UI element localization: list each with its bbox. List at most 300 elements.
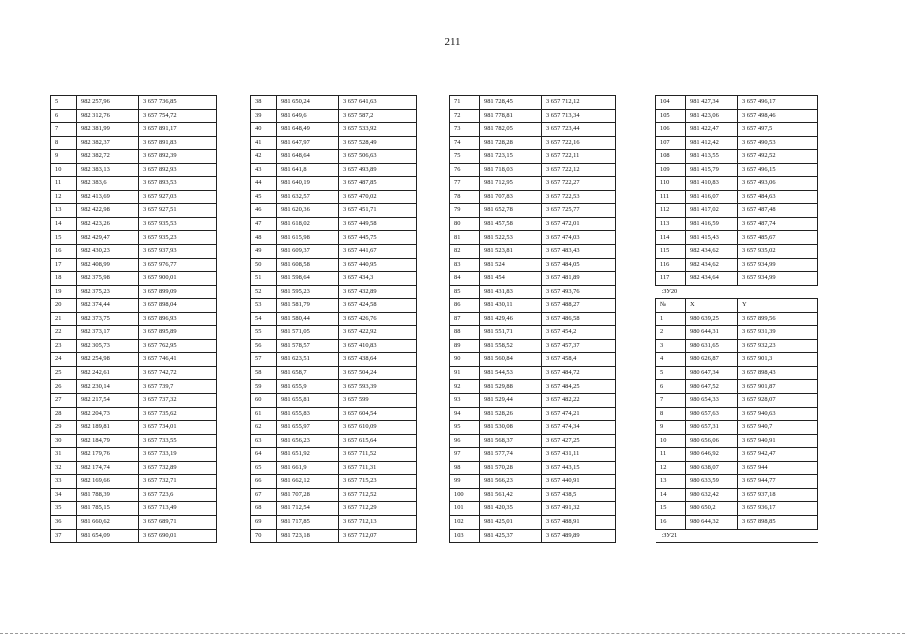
x-coordinate-cell: 982 422,98 [77, 204, 139, 218]
point-number-cell: 9 [656, 421, 686, 435]
point-number-cell: 23 [51, 339, 77, 353]
point-number-cell: 7 [656, 394, 686, 408]
table-row [450, 258, 616, 272]
table-row [656, 163, 818, 177]
x-coordinate-cell: 981 640,19 [277, 177, 339, 191]
table-row [51, 515, 217, 529]
table-row [656, 448, 818, 462]
point-number-cell: 36 [51, 515, 77, 529]
point-number-cell: 10 [51, 163, 77, 177]
table-row [251, 326, 417, 340]
x-coordinate-cell: 981 623,51 [277, 353, 339, 367]
y-coordinate-cell: 3 657 493,89 [339, 163, 417, 177]
y-coordinate-cell: 3 657 458,4 [542, 353, 616, 367]
point-number-cell: 37 [51, 529, 77, 543]
coordinates-table-1 [50, 95, 217, 543]
point-number-cell: 66 [251, 475, 277, 489]
y-header: Y [738, 299, 818, 313]
y-coordinate-cell: 3 657 935,53 [139, 217, 217, 231]
x-coordinate-cell: 981 723,15 [480, 150, 542, 164]
x-coordinate-cell: 981 429,46 [480, 312, 542, 326]
point-number-cell: 59 [251, 380, 277, 394]
section-label: :ЗУ21 [656, 529, 818, 543]
y-coordinate-cell: 3 657 496,17 [738, 96, 818, 110]
x-coordinate-cell: 982 383,13 [77, 163, 139, 177]
y-coordinate-cell: 3 657 944 [738, 461, 818, 475]
point-number-cell: 110 [656, 177, 686, 191]
y-coordinate-cell: 3 657 438,64 [339, 353, 417, 367]
table-row [251, 272, 417, 286]
point-number-cell: 96 [450, 434, 480, 448]
x-coordinate-cell: 981 650,24 [277, 96, 339, 110]
y-coordinate-cell: 3 657 722,27 [542, 177, 616, 191]
y-coordinate-cell: 3 657 427,25 [542, 434, 616, 448]
y-coordinate-cell: 3 657 931,39 [738, 326, 818, 340]
x-coordinate-cell: 982 184,79 [77, 434, 139, 448]
x-coordinate-cell: 981 420,35 [480, 502, 542, 516]
table-row [51, 488, 217, 502]
x-coordinate-cell: 981 778,81 [480, 109, 542, 123]
point-number-cell: 98 [450, 461, 480, 475]
point-number-cell: 38 [251, 96, 277, 110]
y-coordinate-cell: 3 657 422,92 [339, 326, 417, 340]
point-number-cell: 70 [251, 529, 277, 543]
point-number-cell: 63 [251, 434, 277, 448]
table-row [251, 475, 417, 489]
table-row [450, 475, 616, 489]
x-coordinate-cell: 982 382,72 [77, 150, 139, 164]
point-number-cell: 8 [656, 407, 686, 421]
y-coordinate-cell: 3 657 484,25 [542, 380, 616, 394]
point-number-cell: 11 [51, 177, 77, 191]
x-coordinate-cell: 981 425,37 [480, 529, 542, 543]
x-coordinate-cell: 981 717,85 [277, 515, 339, 529]
y-coordinate-cell: 3 657 506,63 [339, 150, 417, 164]
table-row [656, 123, 818, 137]
y-coordinate-cell: 3 657 587,2 [339, 109, 417, 123]
point-number-cell: 50 [251, 258, 277, 272]
table-row [51, 407, 217, 421]
x-coordinate-cell: 981 524 [480, 258, 542, 272]
x-coordinate-cell: 982 423,26 [77, 217, 139, 231]
table-row [51, 475, 217, 489]
y-coordinate-cell: 3 657 898,04 [139, 299, 217, 313]
x-coordinate-cell: 980 626,87 [686, 353, 738, 367]
x-coordinate-cell: 981 654,09 [77, 529, 139, 543]
y-coordinate-cell: 3 657 470,02 [339, 190, 417, 204]
y-coordinate-cell: 3 657 474,21 [542, 407, 616, 421]
table-row [51, 339, 217, 353]
point-number-cell: 1 [656, 312, 686, 326]
table-row [251, 231, 417, 245]
y-coordinate-cell: 3 657 493,06 [738, 177, 818, 191]
y-coordinate-cell: 3 657 410,83 [339, 339, 417, 353]
point-number-cell: 15 [51, 231, 77, 245]
point-number-cell: 28 [51, 407, 77, 421]
table-row [251, 339, 417, 353]
y-coordinate-cell: 3 657 482,22 [542, 394, 616, 408]
table-row [51, 421, 217, 435]
y-coordinate-cell: 3 657 690,01 [139, 529, 217, 543]
y-coordinate-cell: 3 657 722,53 [542, 190, 616, 204]
table-row [251, 366, 417, 380]
table-row [450, 380, 616, 394]
x-coordinate-cell: 981 558,52 [480, 339, 542, 353]
table-row [656, 245, 818, 259]
table-row [656, 421, 818, 435]
table-row [51, 96, 217, 110]
table-row [251, 245, 417, 259]
point-number-cell: 79 [450, 204, 480, 218]
x-coordinate-cell: 981 529,88 [480, 380, 542, 394]
table-row [656, 96, 818, 110]
point-number-cell: 109 [656, 163, 686, 177]
table-header-row [656, 299, 818, 313]
y-coordinate-cell: 3 657 896,93 [139, 312, 217, 326]
x-coordinate-cell: 981 595,23 [277, 285, 339, 299]
point-number-cell: 97 [450, 448, 480, 462]
y-coordinate-cell: 3 657 474,03 [542, 231, 616, 245]
y-coordinate-cell: 3 657 723,44 [542, 123, 616, 137]
x-coordinate-cell: 981 656,23 [277, 434, 339, 448]
y-coordinate-cell: 3 657 713,49 [139, 502, 217, 516]
point-number-cell: 89 [450, 339, 480, 353]
x-coordinate-cell: 981 422,47 [686, 123, 738, 137]
y-coordinate-cell: 3 657 483,43 [542, 245, 616, 259]
point-number-cell: 56 [251, 339, 277, 353]
point-number-cell: 84 [450, 272, 480, 286]
table-row [450, 407, 616, 421]
y-coordinate-cell: 3 657 485,67 [738, 231, 818, 245]
point-number-cell: 85 [450, 285, 480, 299]
table-row [251, 150, 417, 164]
x-coordinate-cell: 980 647,52 [686, 380, 738, 394]
x-coordinate-cell: 980 632,42 [686, 488, 738, 502]
point-number-cell: 3 [656, 339, 686, 353]
table-row [656, 190, 818, 204]
y-coordinate-cell: 3 657 898,43 [738, 366, 818, 380]
table-row [656, 177, 818, 191]
point-number-cell: 10 [656, 434, 686, 448]
y-coordinate-cell: 3 657 528,49 [339, 136, 417, 150]
y-coordinate-cell: 3 657 940,63 [738, 407, 818, 421]
x-coordinate-cell: 982 373,75 [77, 312, 139, 326]
x-coordinate-cell: 981 655,83 [277, 407, 339, 421]
table-row [656, 461, 818, 475]
y-coordinate-cell: 3 657 976,77 [139, 258, 217, 272]
table-row [251, 96, 417, 110]
table-row [450, 394, 616, 408]
y-coordinate-cell: 3 657 735,62 [139, 407, 217, 421]
coordinates-table-2 [250, 95, 417, 543]
x-coordinate-cell: 981 647,97 [277, 136, 339, 150]
y-coordinate-cell: 3 657 722,16 [542, 136, 616, 150]
x-coordinate-cell: 982 312,76 [77, 109, 139, 123]
point-number-cell: 91 [450, 366, 480, 380]
y-coordinate-cell: 3 657 934,99 [738, 258, 818, 272]
x-coordinate-cell: 982 383,6 [77, 177, 139, 191]
table-row [656, 380, 818, 394]
x-coordinate-cell: 981 662,12 [277, 475, 339, 489]
table-row [450, 502, 616, 516]
x-coordinate-cell: 981 652,78 [480, 204, 542, 218]
x-coordinate-cell: 982 413,69 [77, 190, 139, 204]
table-row [656, 258, 818, 272]
table-row [450, 177, 616, 191]
point-number-cell: 113 [656, 217, 686, 231]
x-coordinate-cell: 980 654,33 [686, 394, 738, 408]
y-coordinate-cell: 3 657 900,01 [139, 272, 217, 286]
y-coordinate-cell: 3 657 713,34 [542, 109, 616, 123]
x-coordinate-cell: 981 410,83 [686, 177, 738, 191]
y-coordinate-cell: 3 657 424,58 [339, 299, 417, 313]
point-number-cell: 8 [51, 136, 77, 150]
table-row [656, 366, 818, 380]
y-coordinate-cell: 3 657 449,58 [339, 217, 417, 231]
point-number-cell: 112 [656, 204, 686, 218]
x-coordinate-cell: 981 413,55 [686, 150, 738, 164]
point-number-cell: 115 [656, 245, 686, 259]
y-coordinate-cell: 3 657 484,63 [738, 190, 818, 204]
y-coordinate-cell: 3 657 891,83 [139, 136, 217, 150]
y-coordinate-cell: 3 657 689,71 [139, 515, 217, 529]
x-coordinate-cell: 981 655,81 [277, 394, 339, 408]
point-number-cell: 67 [251, 488, 277, 502]
y-coordinate-cell: 3 657 892,39 [139, 150, 217, 164]
y-coordinate-cell: 3 657 451,71 [339, 204, 417, 218]
x-coordinate-cell: 981 530,08 [480, 421, 542, 435]
x-coordinate-cell: 982 434,62 [686, 258, 738, 272]
x-coordinate-cell: 982 429,47 [77, 231, 139, 245]
y-coordinate-cell: 3 657 454,2 [542, 326, 616, 340]
table-row [656, 515, 818, 529]
table-row [656, 488, 818, 502]
point-number-cell: 20 [51, 299, 77, 313]
x-coordinate-cell: 981 417,02 [686, 204, 738, 218]
y-coordinate-cell: 3 657 725,77 [542, 204, 616, 218]
table-row [51, 312, 217, 326]
point-number-cell: 47 [251, 217, 277, 231]
point-number-cell: 6 [51, 109, 77, 123]
table-row [450, 163, 616, 177]
table-row [51, 109, 217, 123]
point-number-cell: 78 [450, 190, 480, 204]
table-row [656, 407, 818, 421]
y-coordinate-cell: 3 657 431,11 [542, 448, 616, 462]
point-number-cell: 69 [251, 515, 277, 529]
x-coordinate-cell: 981 651,92 [277, 448, 339, 462]
table-row [450, 366, 616, 380]
x-coordinate-cell: 981 598,64 [277, 272, 339, 286]
y-coordinate-cell: 3 657 492,52 [738, 150, 818, 164]
point-number-cell: 72 [450, 109, 480, 123]
point-number-cell: 14 [51, 217, 77, 231]
table-row [656, 231, 818, 245]
x-coordinate-cell: 981 728,28 [480, 136, 542, 150]
table-row [51, 326, 217, 340]
point-number-cell: 108 [656, 150, 686, 164]
x-coordinate-cell: 982 373,17 [77, 326, 139, 340]
point-number-cell: 35 [51, 502, 77, 516]
x-coordinate-cell: 981 416,59 [686, 217, 738, 231]
point-number-cell: 99 [450, 475, 480, 489]
x-coordinate-cell: 980 639,25 [686, 312, 738, 326]
x-coordinate-cell: 981 430,11 [480, 299, 542, 313]
y-coordinate-cell: 3 657 899,09 [139, 285, 217, 299]
x-coordinate-cell: 981 658,7 [277, 366, 339, 380]
point-number-cell: 25 [51, 366, 77, 380]
y-coordinate-cell: 3 657 486,58 [542, 312, 616, 326]
table-row [251, 136, 417, 150]
y-coordinate-cell: 3 657 484,72 [542, 366, 616, 380]
x-coordinate-cell: 982 408,99 [77, 258, 139, 272]
y-coordinate-cell: 3 657 474,34 [542, 421, 616, 435]
point-number-cell: 87 [450, 312, 480, 326]
point-number-cell: 32 [51, 461, 77, 475]
point-number-cell: 22 [51, 326, 77, 340]
point-number-cell: 46 [251, 204, 277, 218]
x-coordinate-cell: 981 580,44 [277, 312, 339, 326]
x-coordinate-cell: 981 608,58 [277, 258, 339, 272]
x-coordinate-cell: 982 179,76 [77, 448, 139, 462]
table-row [656, 109, 818, 123]
point-number-cell: 104 [656, 96, 686, 110]
y-coordinate-cell: 3 657 935,23 [139, 231, 217, 245]
x-coordinate-cell: 982 375,98 [77, 272, 139, 286]
table-row [656, 312, 818, 326]
point-number-cell: 117 [656, 272, 686, 286]
table-row [450, 434, 616, 448]
x-coordinate-cell: 980 644,31 [686, 326, 738, 340]
x-coordinate-cell: 981 609,37 [277, 245, 339, 259]
point-number-cell: 12 [656, 461, 686, 475]
point-number-cell: 9 [51, 150, 77, 164]
table-row [51, 123, 217, 137]
x-coordinate-cell: 981 412,42 [686, 136, 738, 150]
table-row [51, 177, 217, 191]
y-coordinate-cell: 3 657 490,53 [738, 136, 818, 150]
x-coordinate-cell: 980 638,07 [686, 461, 738, 475]
section-label-row [656, 529, 818, 543]
table-row [251, 177, 417, 191]
y-coordinate-cell: 3 657 533,92 [339, 123, 417, 137]
table-row [251, 529, 417, 543]
x-coordinate-cell: 980 644,32 [686, 515, 738, 529]
x-coordinate-cell: 981 566,23 [480, 475, 542, 489]
point-number-cell: 88 [450, 326, 480, 340]
point-number-cell: 4 [656, 353, 686, 367]
y-coordinate-cell: 3 657 736,85 [139, 96, 217, 110]
x-coordinate-cell: 982 434,64 [686, 272, 738, 286]
table-row [656, 475, 818, 489]
y-coordinate-cell: 3 657 898,85 [738, 515, 818, 529]
y-coordinate-cell: 3 657 641,63 [339, 96, 417, 110]
x-coordinate-cell: 982 257,96 [77, 96, 139, 110]
x-coordinate-cell: 980 657,63 [686, 407, 738, 421]
table-row [251, 434, 417, 448]
point-number-cell: 51 [251, 272, 277, 286]
y-coordinate-cell: 3 657 434,3 [339, 272, 417, 286]
x-coordinate-cell: 982 189,81 [77, 421, 139, 435]
point-number-cell: 16 [51, 245, 77, 259]
x-coordinate-cell: 981 581,79 [277, 299, 339, 313]
y-coordinate-cell: 3 657 742,72 [139, 366, 217, 380]
y-coordinate-cell: 3 657 733,19 [139, 448, 217, 462]
y-coordinate-cell: 3 657 484,05 [542, 258, 616, 272]
x-coordinate-cell: 981 655,9 [277, 380, 339, 394]
point-number-cell: 33 [51, 475, 77, 489]
table-row [450, 326, 616, 340]
table-row [251, 299, 417, 313]
table-row [450, 529, 616, 543]
y-coordinate-cell: 3 657 712,12 [542, 96, 616, 110]
x-coordinate-cell: 982 305,73 [77, 339, 139, 353]
y-coordinate-cell: 3 657 899,56 [738, 312, 818, 326]
table-row [251, 461, 417, 475]
y-coordinate-cell: 3 657 440,91 [542, 475, 616, 489]
x-coordinate-cell: 981 649,6 [277, 109, 339, 123]
table-row [450, 109, 616, 123]
y-coordinate-cell: 3 657 927,03 [139, 190, 217, 204]
x-coordinate-cell: 980 657,31 [686, 421, 738, 435]
point-number-cell: 101 [450, 502, 480, 516]
point-number-cell: 24 [51, 353, 77, 367]
table-row [450, 448, 616, 462]
x-coordinate-cell: 980 646,92 [686, 448, 738, 462]
x-coordinate-cell: 981 561,42 [480, 488, 542, 502]
y-coordinate-cell: 3 657 935,02 [738, 245, 818, 259]
x-coordinate-cell: 981 661,9 [277, 461, 339, 475]
x-coordinate-cell: 982 374,44 [77, 299, 139, 313]
y-coordinate-cell: 3 657 892,93 [139, 163, 217, 177]
y-coordinate-cell: 3 657 732,89 [139, 461, 217, 475]
table-row [450, 190, 616, 204]
point-number-cell: 57 [251, 353, 277, 367]
point-number-cell: 40 [251, 123, 277, 137]
table-row [51, 231, 217, 245]
y-coordinate-cell: 3 657 712,52 [339, 488, 417, 502]
point-number-cell: 68 [251, 502, 277, 516]
point-number-cell: 53 [251, 299, 277, 313]
y-coordinate-cell: 3 657 893,53 [139, 177, 217, 191]
point-number-cell: 14 [656, 488, 686, 502]
x-coordinate-cell: 981 728,45 [480, 96, 542, 110]
y-coordinate-cell: 3 657 497,5 [738, 123, 818, 137]
table-row [251, 353, 417, 367]
y-coordinate-cell: 3 657 615,64 [339, 434, 417, 448]
x-coordinate-cell: 980 631,65 [686, 339, 738, 353]
y-coordinate-cell: 3 657 487,48 [738, 204, 818, 218]
table-row [450, 285, 616, 299]
table-row [51, 299, 217, 313]
y-coordinate-cell: 3 657 895,89 [139, 326, 217, 340]
y-coordinate-cell: 3 657 493,76 [542, 285, 616, 299]
x-coordinate-cell: 982 217,54 [77, 394, 139, 408]
x-coordinate-cell: 981 618,02 [277, 217, 339, 231]
y-coordinate-cell: 3 657 593,39 [339, 380, 417, 394]
table-row [450, 245, 616, 259]
y-coordinate-cell: 3 657 711,52 [339, 448, 417, 462]
point-number-cell: 93 [450, 394, 480, 408]
table-row [51, 245, 217, 259]
x-coordinate-cell: 981 785,15 [77, 502, 139, 516]
table-row [51, 434, 217, 448]
table-row [51, 366, 217, 380]
table-row [251, 502, 417, 516]
point-number-cell: 2 [656, 326, 686, 340]
y-coordinate-cell: 3 657 722,11 [542, 150, 616, 164]
point-number-cell: 43 [251, 163, 277, 177]
